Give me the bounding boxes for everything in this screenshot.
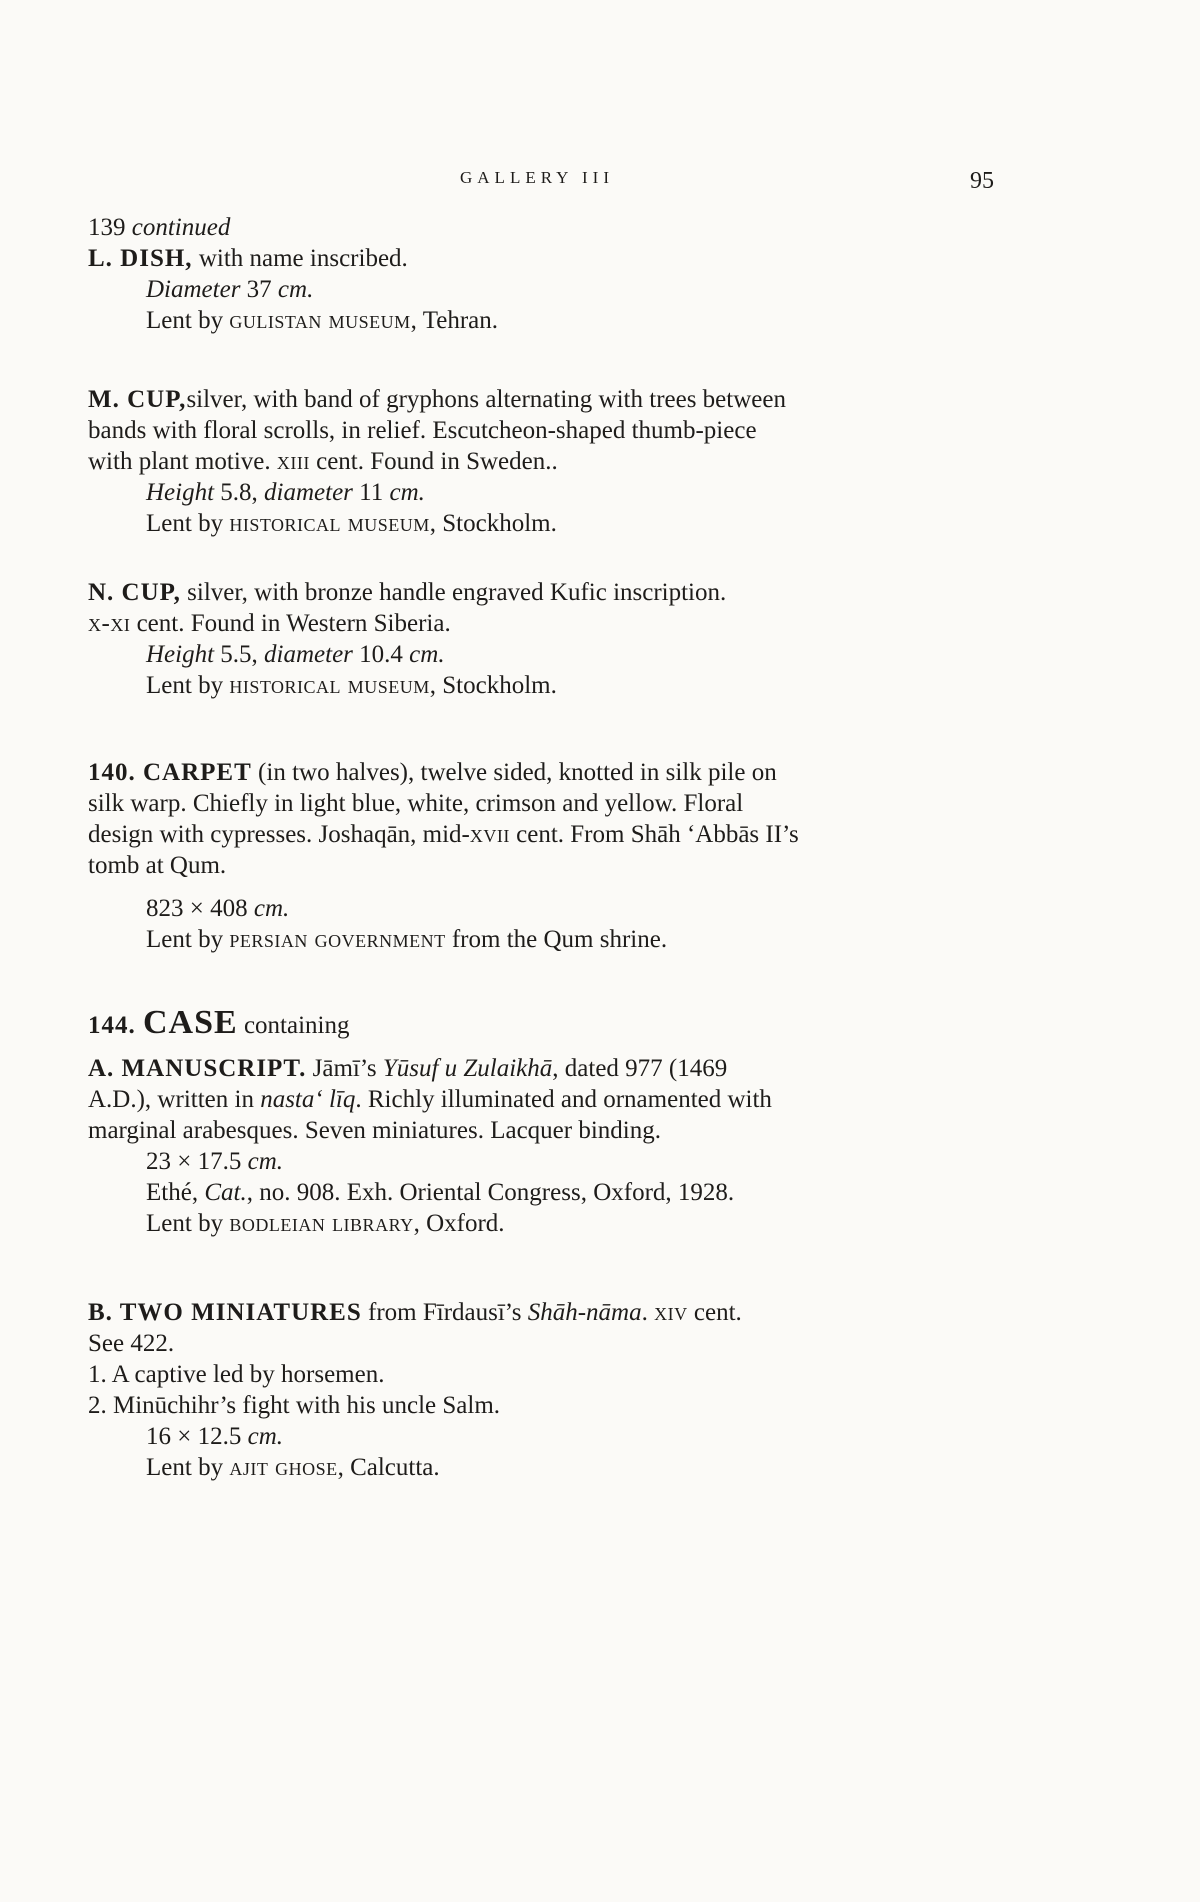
entry-140-line-3: design with cypresses. Joshaqān, mid-xvii cent. From Shāh ‘Abbās II’s: [88, 821, 799, 848]
page-number: 95: [970, 168, 994, 194]
item-M-line-2: bands with floral scrolls, in relief. Escutcheon-shaped thumb-piece: [88, 417, 757, 444]
item-N-line-1: N. CUP, silver, with bronze handle engraved Kufic inscription.: [88, 579, 727, 606]
item-L-text: with name inscribed.: [192, 245, 408, 272]
manuscript-title: Shāh-nāma: [527, 1299, 642, 1326]
continued-label: continued: [131, 214, 231, 241]
entry-140-line-1: 140. CARPET (in two halves), twelve sided, knotted in silk pile on: [88, 759, 777, 786]
lender-name: bodleian library: [229, 1210, 414, 1237]
entry-144: [88, 1004, 1006, 1483]
entry-140-dimensions: 823 × 408 cm.: [146, 895, 290, 922]
item-A-line-2: A.D.), written in nasta‘ līq. Richly illuminated and ornamented with: [88, 1086, 772, 1113]
list-item: 2. Minūchihr’s fight with his uncle Salm.: [88, 1392, 501, 1419]
item-N-label: N. CUP,: [88, 579, 181, 606]
lender-name: gulistan museum: [229, 307, 411, 334]
lender-name: historical museum: [229, 510, 430, 537]
page-header: [0, 168, 1200, 198]
item-A-line-1: A. MANUSCRIPT. Jāmī’s Yūsuf u Zulaikhā, dated 977 (1469: [88, 1055, 728, 1082]
item-B-lender: Lent by ajit ghose, Calcutta.: [146, 1454, 440, 1481]
lender-name: persian government: [229, 926, 446, 953]
item-A-reference: Ethé, Cat., no. 908. Exh. Oriental Congress, Oxford, 1928.: [146, 1179, 735, 1206]
item-L-dimensions: Diameter 37 cm.: [146, 276, 314, 303]
entry-144-label: CASE: [143, 1004, 238, 1041]
item-M-line-1: M. CUP,silver, with band of gryphons alternating with trees between: [88, 386, 786, 413]
item-M-lender: Lent by historical museum, Stockholm.: [146, 510, 557, 537]
item-L-label: L. DISH,: [88, 245, 193, 272]
item-N-line-2: x-xi cent. Found in Western Siberia.: [88, 610, 451, 637]
entry-140: [88, 757, 1006, 955]
entry-139-heading: [88, 212, 1006, 243]
item-M-line-3: with plant motive. xiii cent. Found in Sweden..: [88, 448, 558, 475]
running-head: GALLERY III: [460, 168, 614, 187]
lender-name: historical museum: [229, 672, 430, 699]
catalogue-content: [88, 212, 1006, 1483]
entry-139: [88, 212, 1006, 701]
item-N-dimensions: Height 5.5, diameter 10.4 cm.: [146, 641, 445, 668]
entry-140-line-2: silk warp. Chiefly in light blue, white, crimson and yellow. Floral: [88, 790, 744, 817]
item-B-dimensions: 16 × 12.5 cm.: [146, 1423, 284, 1450]
item-B-line-2: See 422.: [88, 1330, 175, 1357]
list-item: 1. A captive led by horsemen.: [88, 1361, 385, 1388]
item-N-lender: Lent by historical museum, Stockholm.: [146, 672, 557, 699]
entry-140-label: 140. CARPET: [88, 759, 252, 786]
item-B-label: B. TWO MINIATURES: [88, 1299, 362, 1326]
entry-number: 139: [88, 214, 126, 241]
item-B-line-1: B. TWO MINIATURES from Fīrdausī’s Shāh-nāma. xiv cent.: [88, 1299, 742, 1326]
item-A-label: A. MANUSCRIPT.: [88, 1055, 307, 1082]
item-M-dimensions: Height 5.8, diameter 11 cm.: [146, 479, 425, 506]
item-A-lender: Lent by bodleian library, Oxford.: [146, 1210, 505, 1237]
manuscript-title: Yūsuf u Zulaikhā: [382, 1055, 553, 1082]
item-A-dimensions: 23 × 17.5 cm.: [146, 1148, 284, 1175]
item-M-label: M. CUP,: [88, 386, 187, 413]
entry-144-heading: 144. CASE containing: [88, 1004, 350, 1041]
lender-name: ajit ghose: [229, 1454, 338, 1481]
item-L-lender: Lent by gulistan museum, Tehran.: [146, 307, 498, 334]
entry-140-lender: Lent by persian government from the Qum shrine.: [146, 926, 668, 953]
item-L-line: [88, 243, 1006, 274]
entry-140-line-4: tomb at Qum.: [88, 852, 227, 879]
item-A-line-3: marginal arabesques. Seven miniatures. Lacquer binding.: [88, 1117, 661, 1144]
